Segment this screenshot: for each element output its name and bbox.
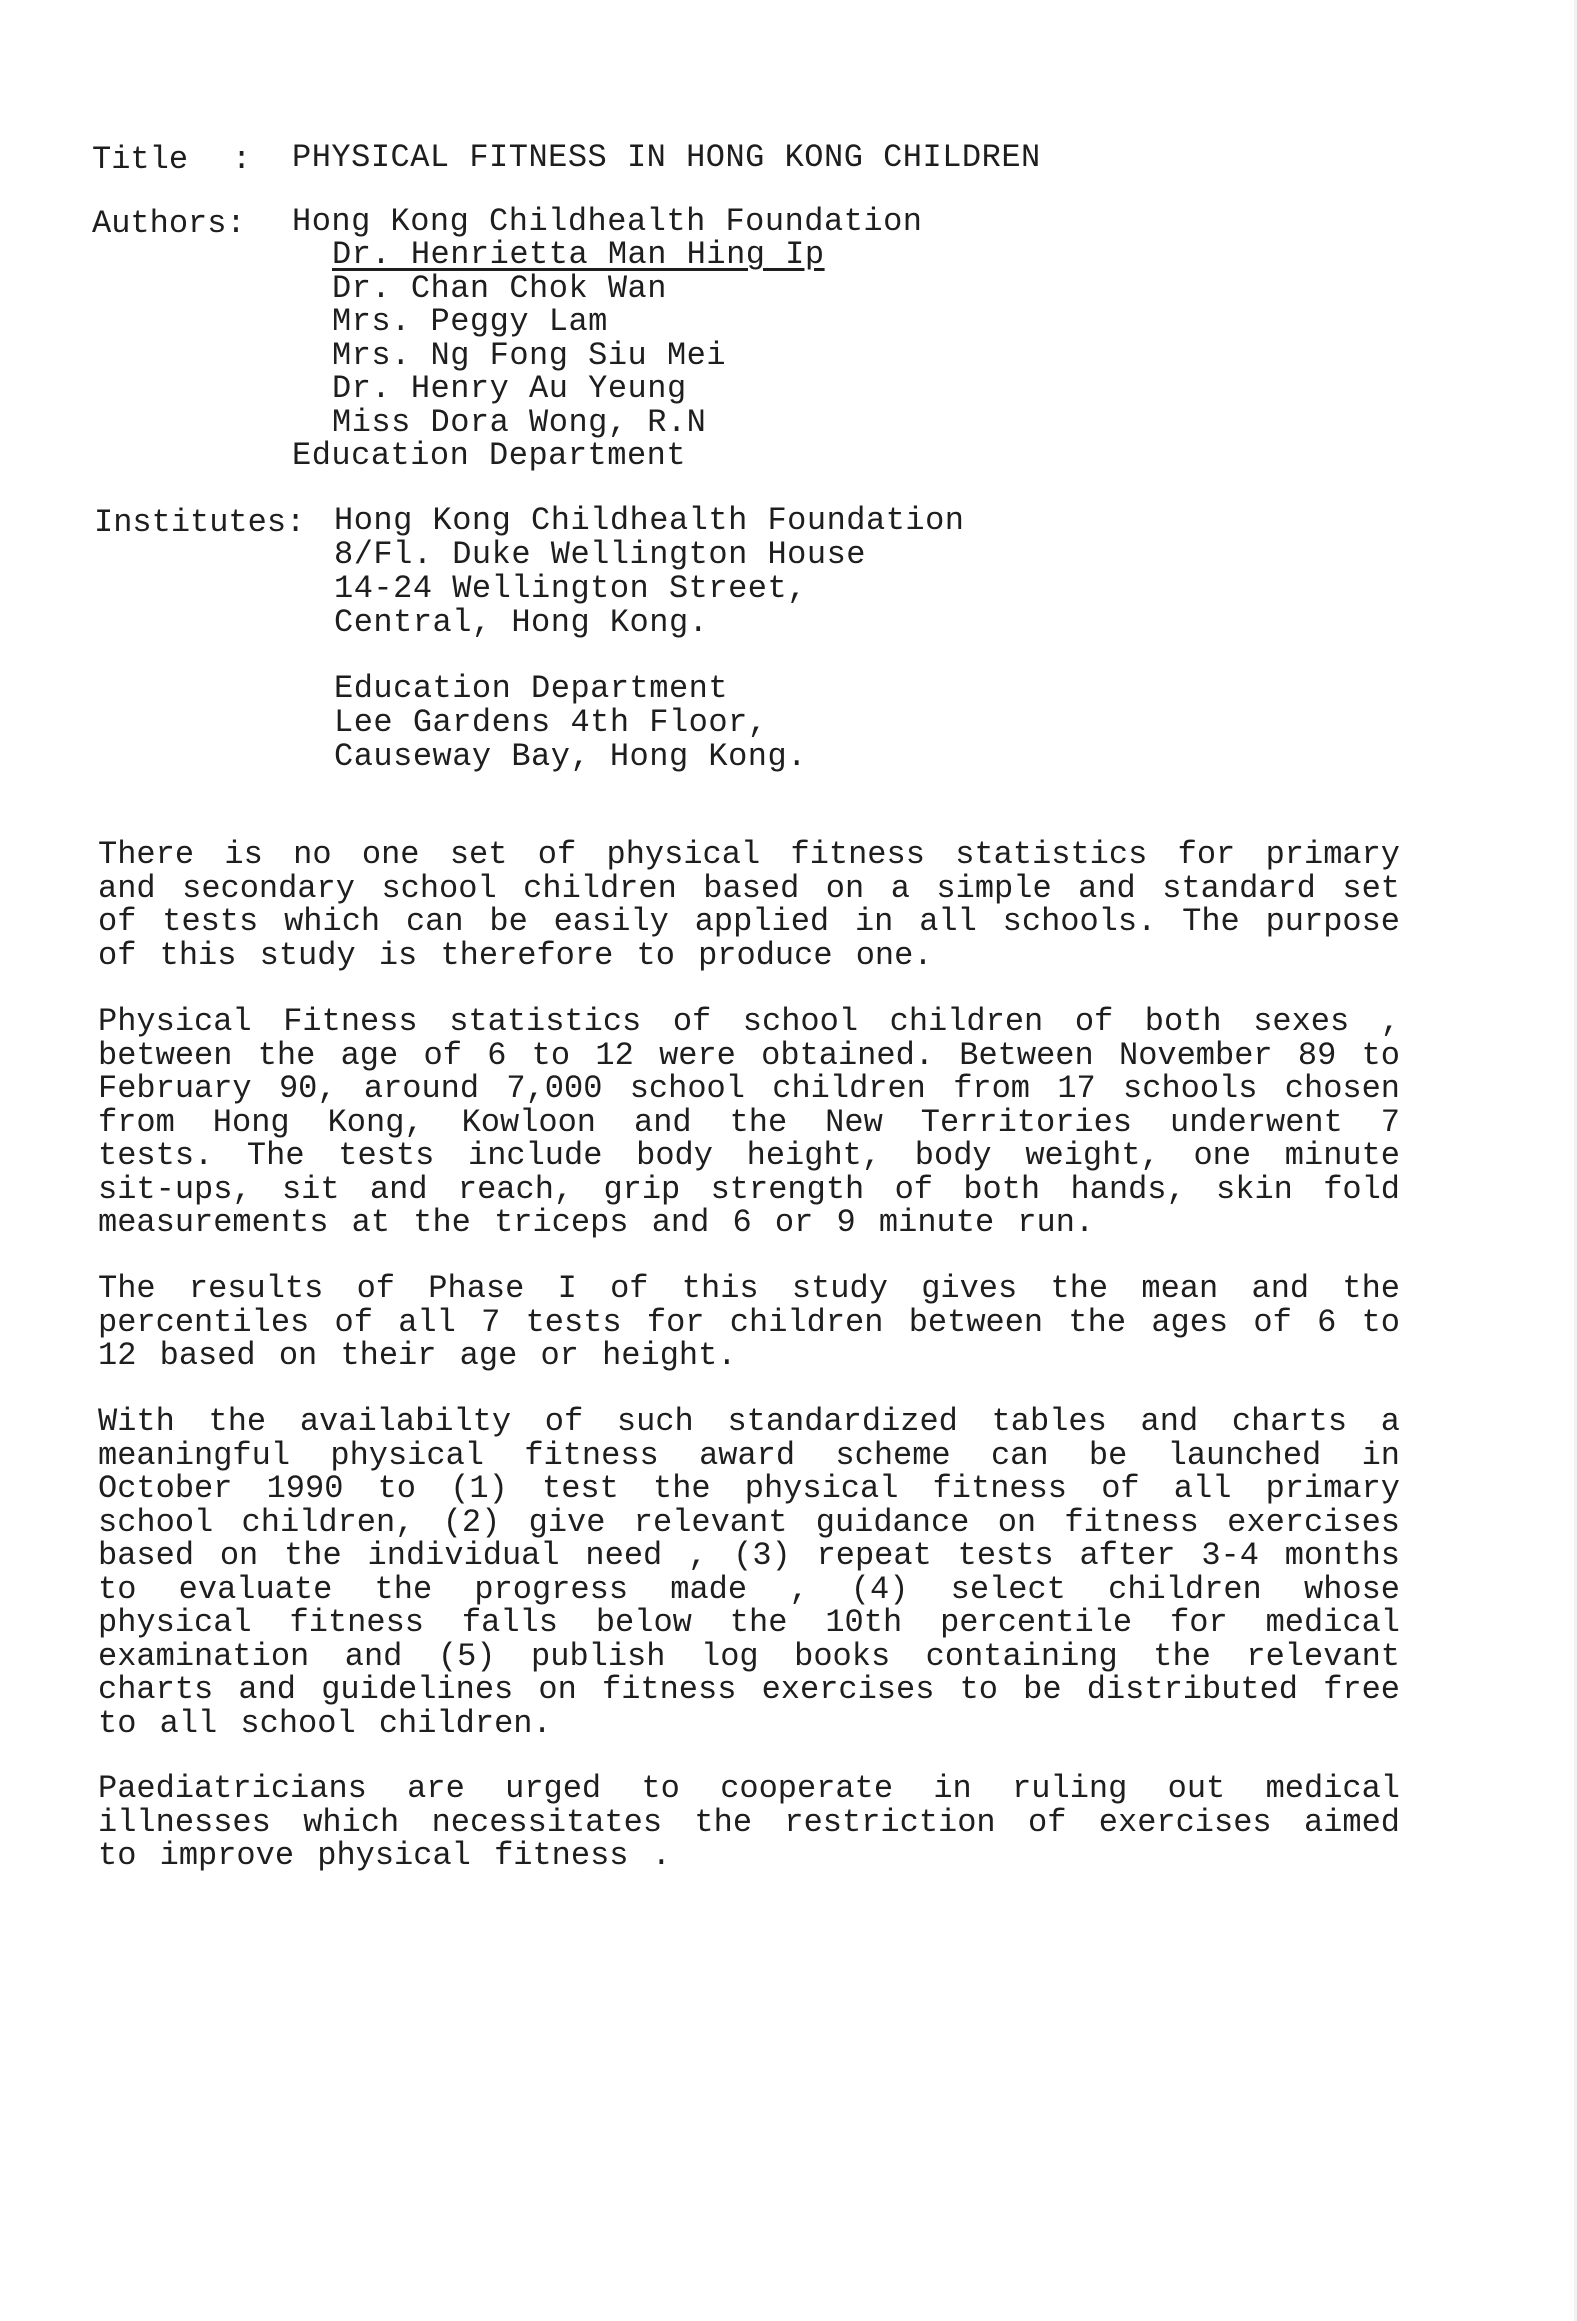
paragraph-line: meaningful physical fitness award scheme can be launched in: [98, 1436, 1400, 1474]
author-name: Mrs. Ng Fong Siu Mei: [332, 337, 727, 374]
paragraph-line: based on the individual need , (3) repeat tests after 3-4 months: [98, 1537, 1400, 1574]
paragraph-line: percentiles of all 7 tests for children between the ages of 6 to: [98, 1303, 1400, 1341]
paragraph-line: of tests which can be easily applied in all schools. The purpose: [98, 903, 1400, 940]
title-separator: :: [232, 141, 252, 178]
paragraph-line: With the availabilty of such standardized tables and charts a: [98, 1403, 1400, 1440]
institutes-label: Institutes:: [94, 504, 306, 541]
document-title: PHYSICAL FITNESS IN HONG KONG CHILDREN: [292, 139, 1041, 176]
institute-line: Central, Hong Kong.: [334, 604, 709, 641]
author-name: Dr. Henry Au Yeung: [332, 370, 687, 407]
paragraph-line: of this study is therefore to produce one.: [98, 936, 933, 974]
author-org: Hong Kong Childhealth Foundation: [292, 203, 923, 240]
author-org: Education Department: [292, 437, 687, 474]
author-underlined: [332, 238, 825, 272]
paragraph-line: to improve physical fitness .: [98, 1837, 671, 1874]
paragraph-line: and secondary school children based on a simple and standard set: [98, 869, 1400, 907]
author-name: Mrs. Peggy Lam: [332, 303, 608, 340]
paragraph-line: tests. The tests include body height, body weight, one minute: [98, 1137, 1400, 1174]
institute-line: 14-24 Wellington Street,: [334, 570, 807, 607]
paragraph-line: between the age of 6 to 12 were obtained. Between November 89 to: [98, 1036, 1400, 1074]
paragraph-1: [98, 838, 1400, 972]
author-name: Dr. Chan Chok Wan: [332, 270, 667, 307]
institute-line: 8/Fl. Duke Wellington House: [334, 536, 866, 573]
paragraph-line: October 1990 to (1) test the physical fitness of all primary: [98, 1470, 1400, 1507]
paragraph-line: There is no one set of physical fitness statistics for primary: [98, 836, 1400, 873]
paragraph-4: [98, 1405, 1400, 1740]
paragraph-line: physical fitness falls below the 10th percentile for medical: [98, 1604, 1400, 1641]
institute-line: Hong Kong Childhealth Foundation: [334, 502, 965, 539]
paragraph-5: [98, 1772, 1400, 1873]
authors-label: Authors:: [92, 205, 246, 242]
paragraph-line: charts and guidelines on fitness exercises to be distributed free: [98, 1671, 1400, 1708]
paragraph-line: sit-ups, sit and reach, grip strength of both hands, skin fold: [98, 1170, 1400, 1208]
paragraph-line: illnesses which necessitates the restriction of exercises aimed: [98, 1803, 1400, 1841]
institute-line: Education Department: [334, 670, 729, 707]
paragraph-2: [98, 1005, 1400, 1240]
paragraph-line: from Hong Kong, Kowloon and the New Territories underwent 7: [98, 1103, 1400, 1141]
institute-line: Lee Gardens 4th Floor,: [334, 704, 768, 741]
paragraph-3: [98, 1272, 1400, 1373]
author-name: Miss Dora Wong, R.N: [332, 404, 707, 441]
paragraph-line: The results of Phase I of this study gives the mean and the: [98, 1270, 1400, 1307]
author-underlined-text: Dr. Henrietta Man Hing Ip: [332, 236, 825, 273]
paragraph-line: to all school children.: [98, 1704, 552, 1742]
paragraph-line: examination and (5) publish log books containing the relevant: [98, 1637, 1400, 1675]
paragraph-line: Physical Fitness statistics of school children of both sexes ,: [98, 1003, 1400, 1040]
title-label: Title: [92, 141, 189, 178]
paragraph-line: Paediatricians are urged to cooperate in ruling out medical: [98, 1770, 1400, 1807]
paragraph-line: February 90, around 7,000 school children from 17 schools chosen: [98, 1070, 1400, 1107]
paragraph-line: to evaluate the progress made , (4) select children whose: [98, 1570, 1400, 1608]
paragraph-line: measurements at the triceps and 6 or 9 minute run.: [98, 1204, 1095, 1241]
paragraph-line: 12 based on their age or height.: [98, 1337, 737, 1374]
institute-line: Causeway Bay, Hong Kong.: [334, 738, 807, 775]
paragraph-line: school children, (2) give relevant guidance on fitness exercises: [98, 1503, 1400, 1541]
